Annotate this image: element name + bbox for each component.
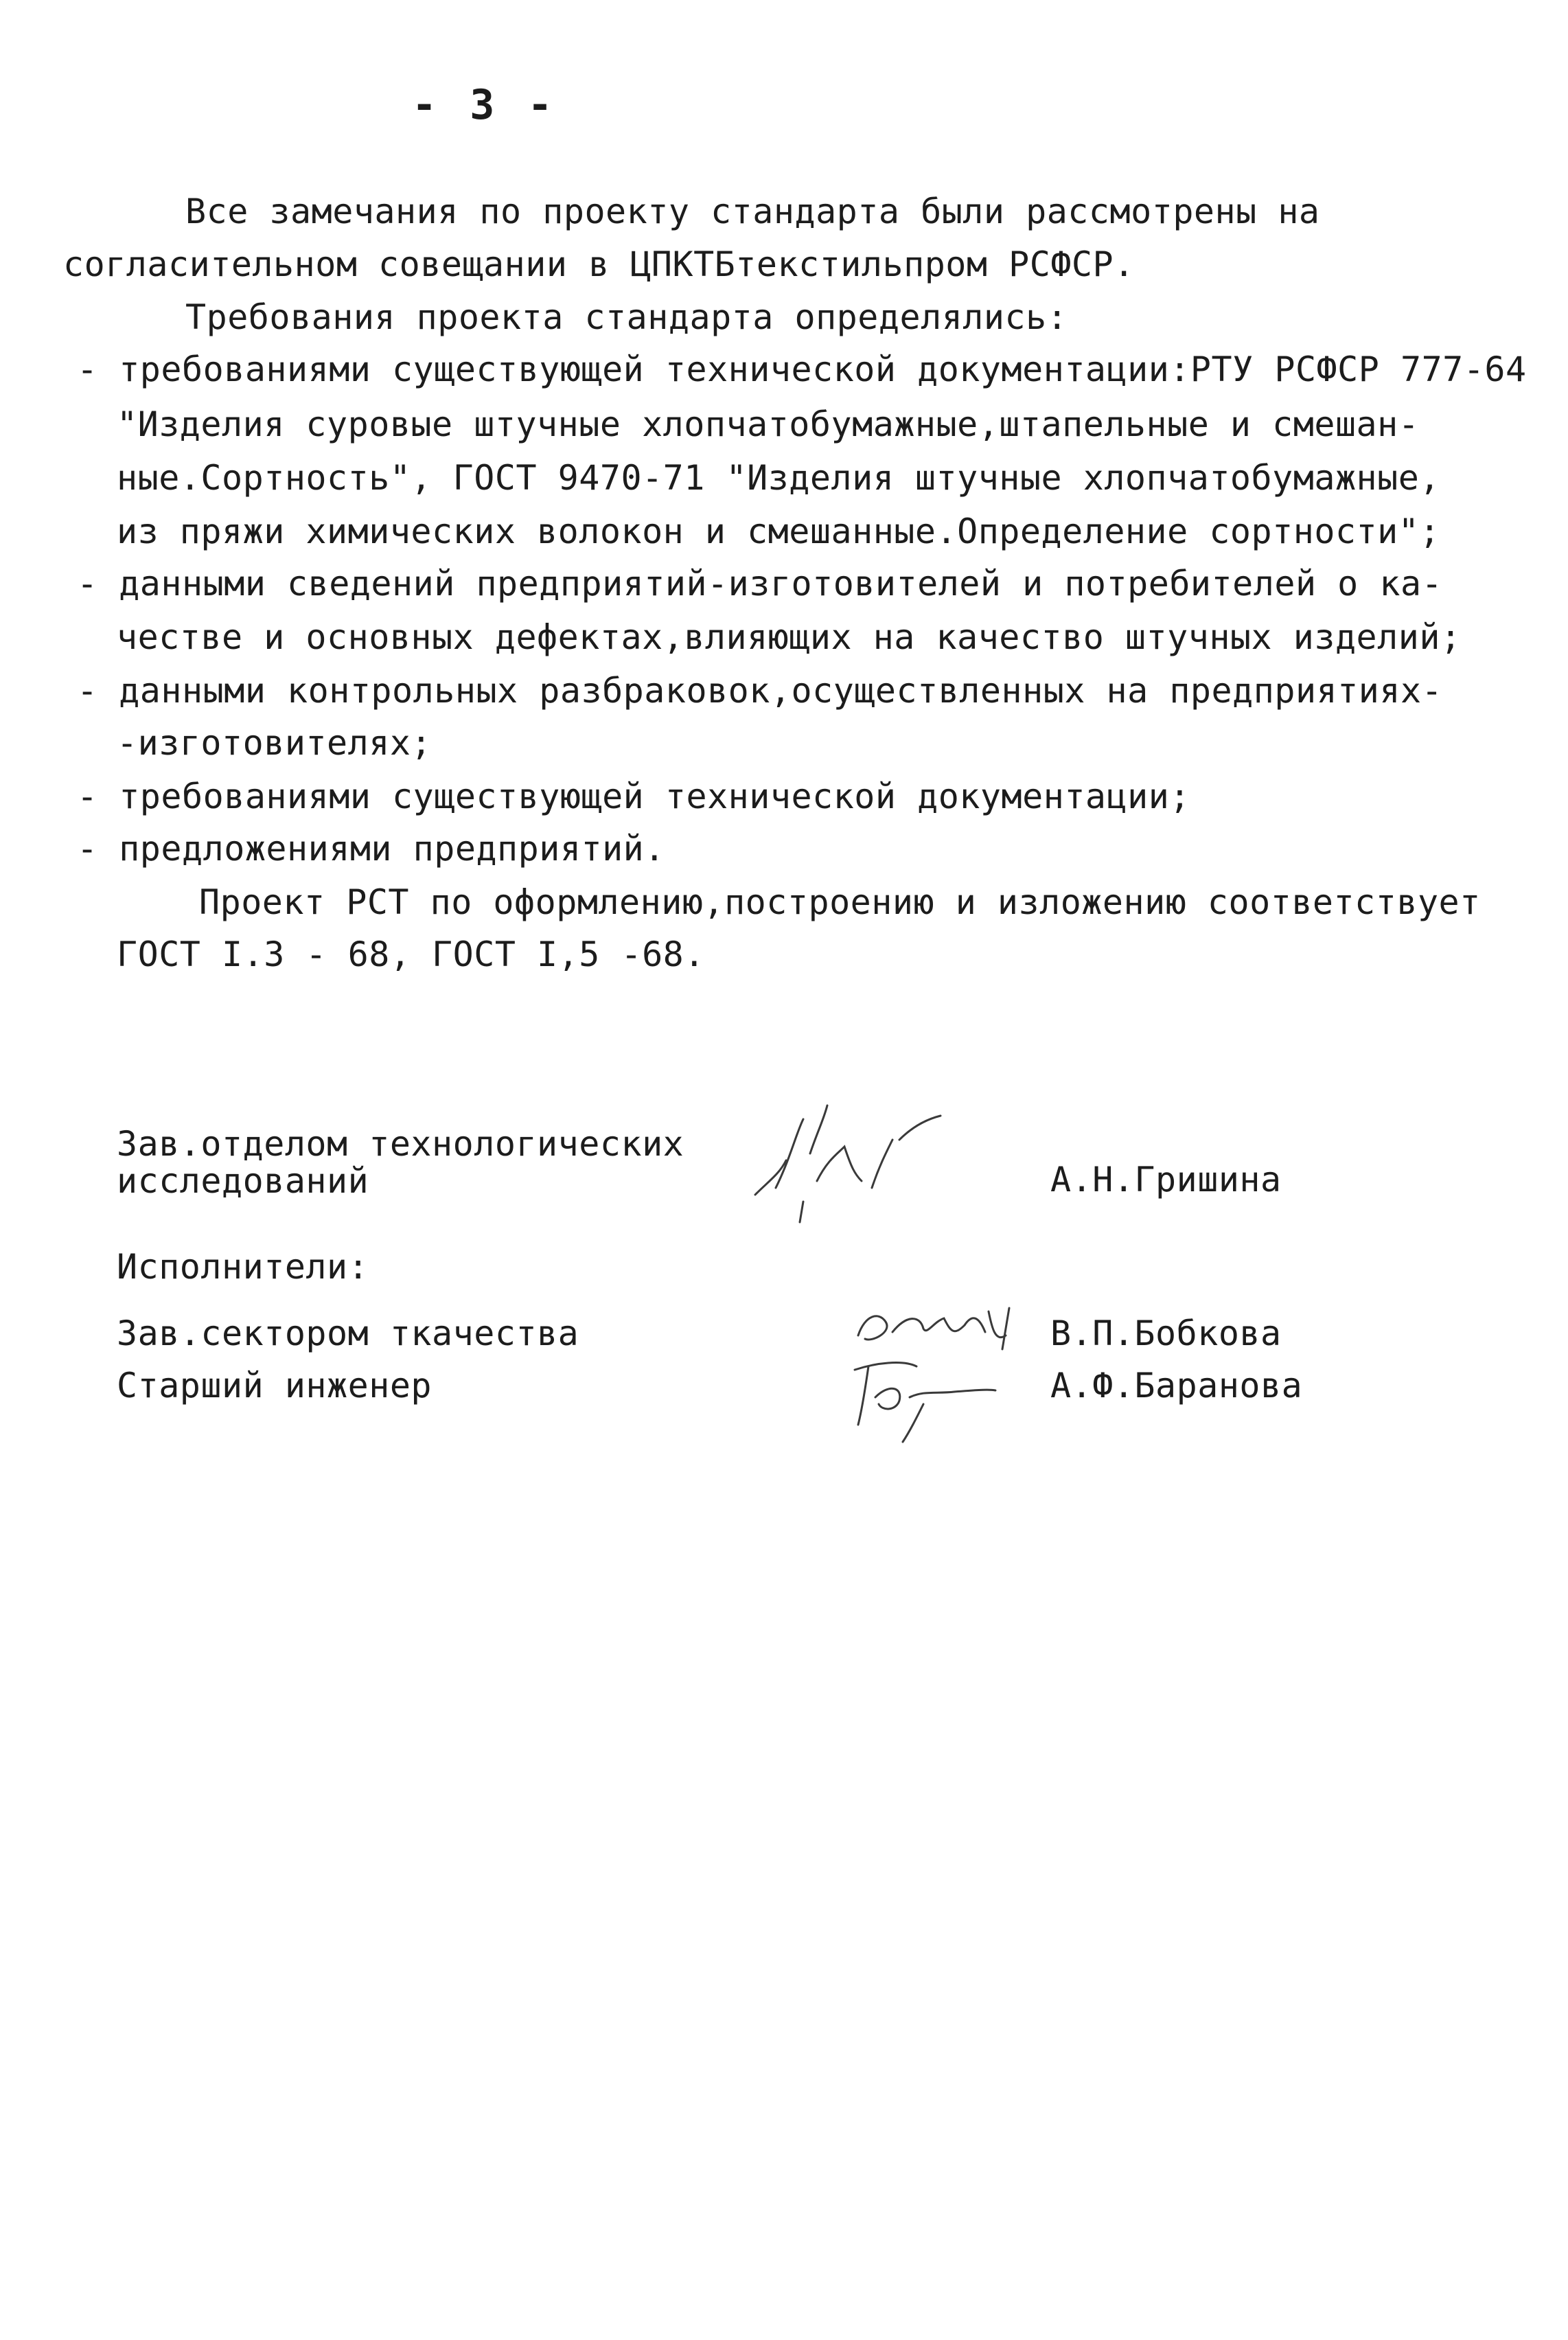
paragraph-line: Все замечания по проекту стандарта были рассмотрены на <box>185 192 1320 231</box>
paragraph-line: согласительном совещании в ЦПКТБтекстильпром РСФСР. <box>63 244 1135 284</box>
head-title: Зав.отделом технологических <box>117 1124 684 1164</box>
executor-title: Старший инженер <box>117 1366 433 1406</box>
head-signature <box>714 1078 947 1229</box>
head-name: А.Н.Гришина <box>1050 1160 1282 1200</box>
list-item: - данными сведений предприятий-изготовителей и потребителей о ка- <box>77 564 1443 604</box>
executor-signature <box>844 1294 1023 1356</box>
list-item: - требованиями существующей технической документации:РТУ РСФСР 777-64 <box>77 349 1527 389</box>
list-item: - данными контрольных разбраковок,осуществленных на предприятиях- <box>77 671 1443 711</box>
executors-label: Исполнители: <box>117 1247 369 1287</box>
paragraph-line: Проект РСТ по оформлению,построению и изложению соответствует <box>199 882 1481 922</box>
executor-name: В.П.Бобкова <box>1050 1314 1282 1353</box>
page-number: - 3 - <box>412 81 557 129</box>
paragraph-line: Требования проекта стандарта определялись: <box>185 297 1068 337</box>
list-item-continuation: честве и основных дефектах,влияющих на качество штучных изделий; <box>117 617 1462 657</box>
head-title: исследований <box>117 1161 369 1201</box>
paragraph-line: ГОСТ I.3 - 68, ГОСТ I,5 -68. <box>117 934 705 974</box>
list-item-continuation: из пряжи химических волокон и смешанные.Определение сортности"; <box>117 512 1440 551</box>
executor-title: Зав.сектором ткачества <box>117 1314 579 1353</box>
list-item-continuation: -изготовителях; <box>117 723 433 763</box>
list-item-continuation: ные.Сортность", ГОСТ 9470-71 "Изделия штучные хлопчатобумажные, <box>117 458 1440 498</box>
list-item: - предложениями предприятий. <box>77 829 665 869</box>
executor-signature <box>834 1349 999 1445</box>
list-item-continuation: "Изделия суровые штучные хлопчатобумажные,штапельные и смешан- <box>117 404 1420 444</box>
executor-name: А.Ф.Баранова <box>1050 1366 1303 1406</box>
list-item: - требованиями существующей технической документации; <box>77 777 1190 816</box>
